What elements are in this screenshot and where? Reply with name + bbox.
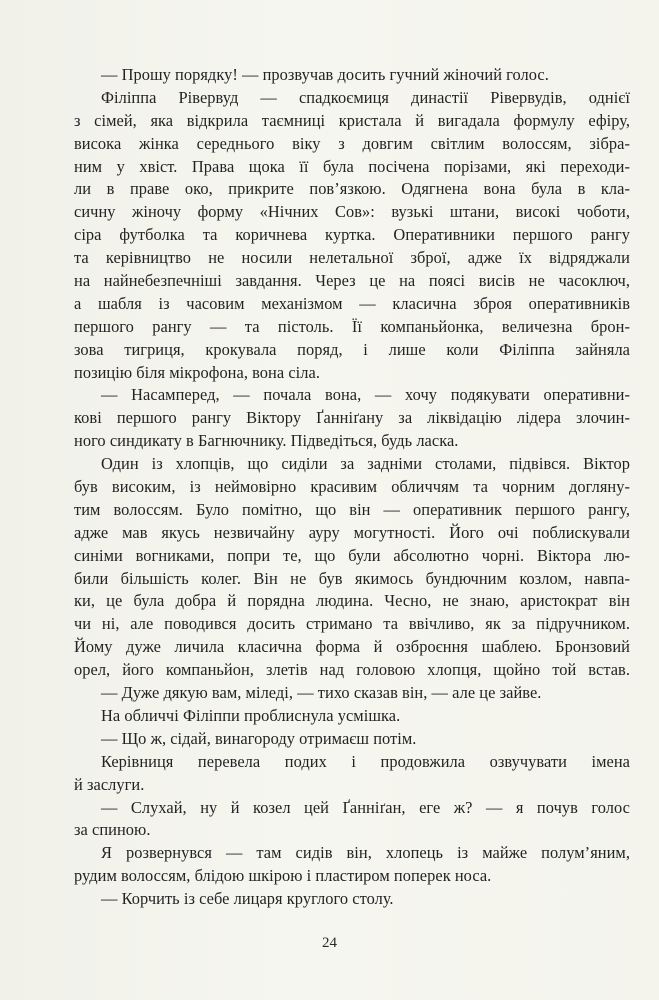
text-line: ним у хвіст. Права щока її була посічена порізами, які переходи-: [74, 156, 630, 176]
text-line: адже мав якусь незвичайну ауру могутності. Його очі поблискували: [74, 522, 630, 542]
text-line: першого рангу — та пістоль. Її компаньйонка, величезна брон-: [74, 316, 630, 336]
text-line: висока жінка середнього віку з довгим світлим волоссям, зібра-: [74, 133, 630, 153]
text-line: Йому дуже личила класична форма й озброєння шаблею. Бронзовий: [74, 637, 630, 657]
text-line: ки, це була добра й порядна людина. Чесно, не знаю, аристократ він: [74, 591, 630, 611]
text-line: — Прошу порядку! — прозвучав досить гучний жіночий голос.: [101, 65, 549, 84]
text-line: Один із хлопців, що сиділи за задніми столами, підвівся. Віктор: [101, 454, 630, 474]
text-line: та керівництво не носили нелетальної зброї, адже їх відряджали: [74, 248, 630, 268]
text-line: били більшість колег. Він не був якимось бундючним козлом, навпа-: [74, 568, 630, 588]
text-line: Керівниця перевела подих і продовжила озвучувати імена: [101, 751, 630, 771]
text-line: рудим волоссям, блідою шкірою і пластиром поперек носа.: [74, 866, 492, 886]
text-line: за спиною.: [74, 820, 151, 840]
text-line: ного синдикату в Багнючнику. Підведіться, будь ласка.: [74, 431, 459, 451]
page-number: 24: [322, 935, 337, 951]
text-line: й заслуги.: [74, 774, 145, 794]
text-line: На обличчі Філіппи проблиснула усмішка.: [101, 705, 401, 725]
text-line: — Слухай, ну й козел цей Ґанніґан, еге ж? — я почув голос: [101, 797, 630, 817]
text-line: — Насамперед, — почала вона, — хочу подякувати оперативни-: [101, 385, 630, 405]
text-line: — Дуже дякую вам, міледі, — тихо сказав він, — але це зайве.: [101, 683, 542, 703]
text-line: чи ні, але поводився досить стримано та ввічливо, як за підручником.: [74, 614, 630, 634]
text-line: а шабля із часовим механізмом — класична зброя оперативників: [74, 293, 630, 313]
text-line: зова тигриця, крокувала поряд, і лише коли Філіппа зайняла: [74, 339, 630, 359]
text-line: був високим, із неймовірно красивим обличчям та чорним догляну-: [74, 477, 630, 497]
text-line: орел, його компаньйон, злетів над головою хлопця, щойно той встав.: [74, 660, 630, 680]
text-line: синіми вогниками, попри те, що були абсолютно чорні. Віктора лю-: [74, 545, 630, 565]
text-line: Я розвернувся — там сидів він, хлопець із майже полум’яним,: [101, 843, 630, 863]
body-text: [74, 64, 630, 911]
text-line: сіра футболка та коричнева куртка. Оперативники першого рангу: [74, 225, 630, 245]
text-line: — Що ж, сідай, винагороду отримаєш потім.: [101, 728, 417, 748]
text-line: — Корчить із себе лицаря круглого столу.: [101, 889, 394, 909]
text-line: сичну жіночу форму «Нічних Сов»: вузькі штани, високі чоботи,: [74, 202, 630, 222]
text-line: з сімей, яка відкрила таємниці кристала й вигадала формулу ефіру,: [74, 110, 630, 130]
text-line: ли в праве око, прикрите пов’язкою. Одягнена вона була в кла-: [74, 179, 630, 199]
text-line: позицію біля мікрофона, вона сіла.: [74, 362, 320, 382]
text-line: Філіппа Рівервуд — спадкоємиця династії Рівервудів, однієї: [101, 87, 630, 107]
text-line: кові першого рангу Віктору Ґанніґану за ліквідацію лідера злочин-: [74, 408, 630, 428]
text-line: на найнебезпечніші завдання. Через це на поясі висів не часоключ,: [74, 271, 630, 291]
text-line: тим волоссям. Було помітно, що він — оперативник першого рангу,: [74, 499, 630, 519]
